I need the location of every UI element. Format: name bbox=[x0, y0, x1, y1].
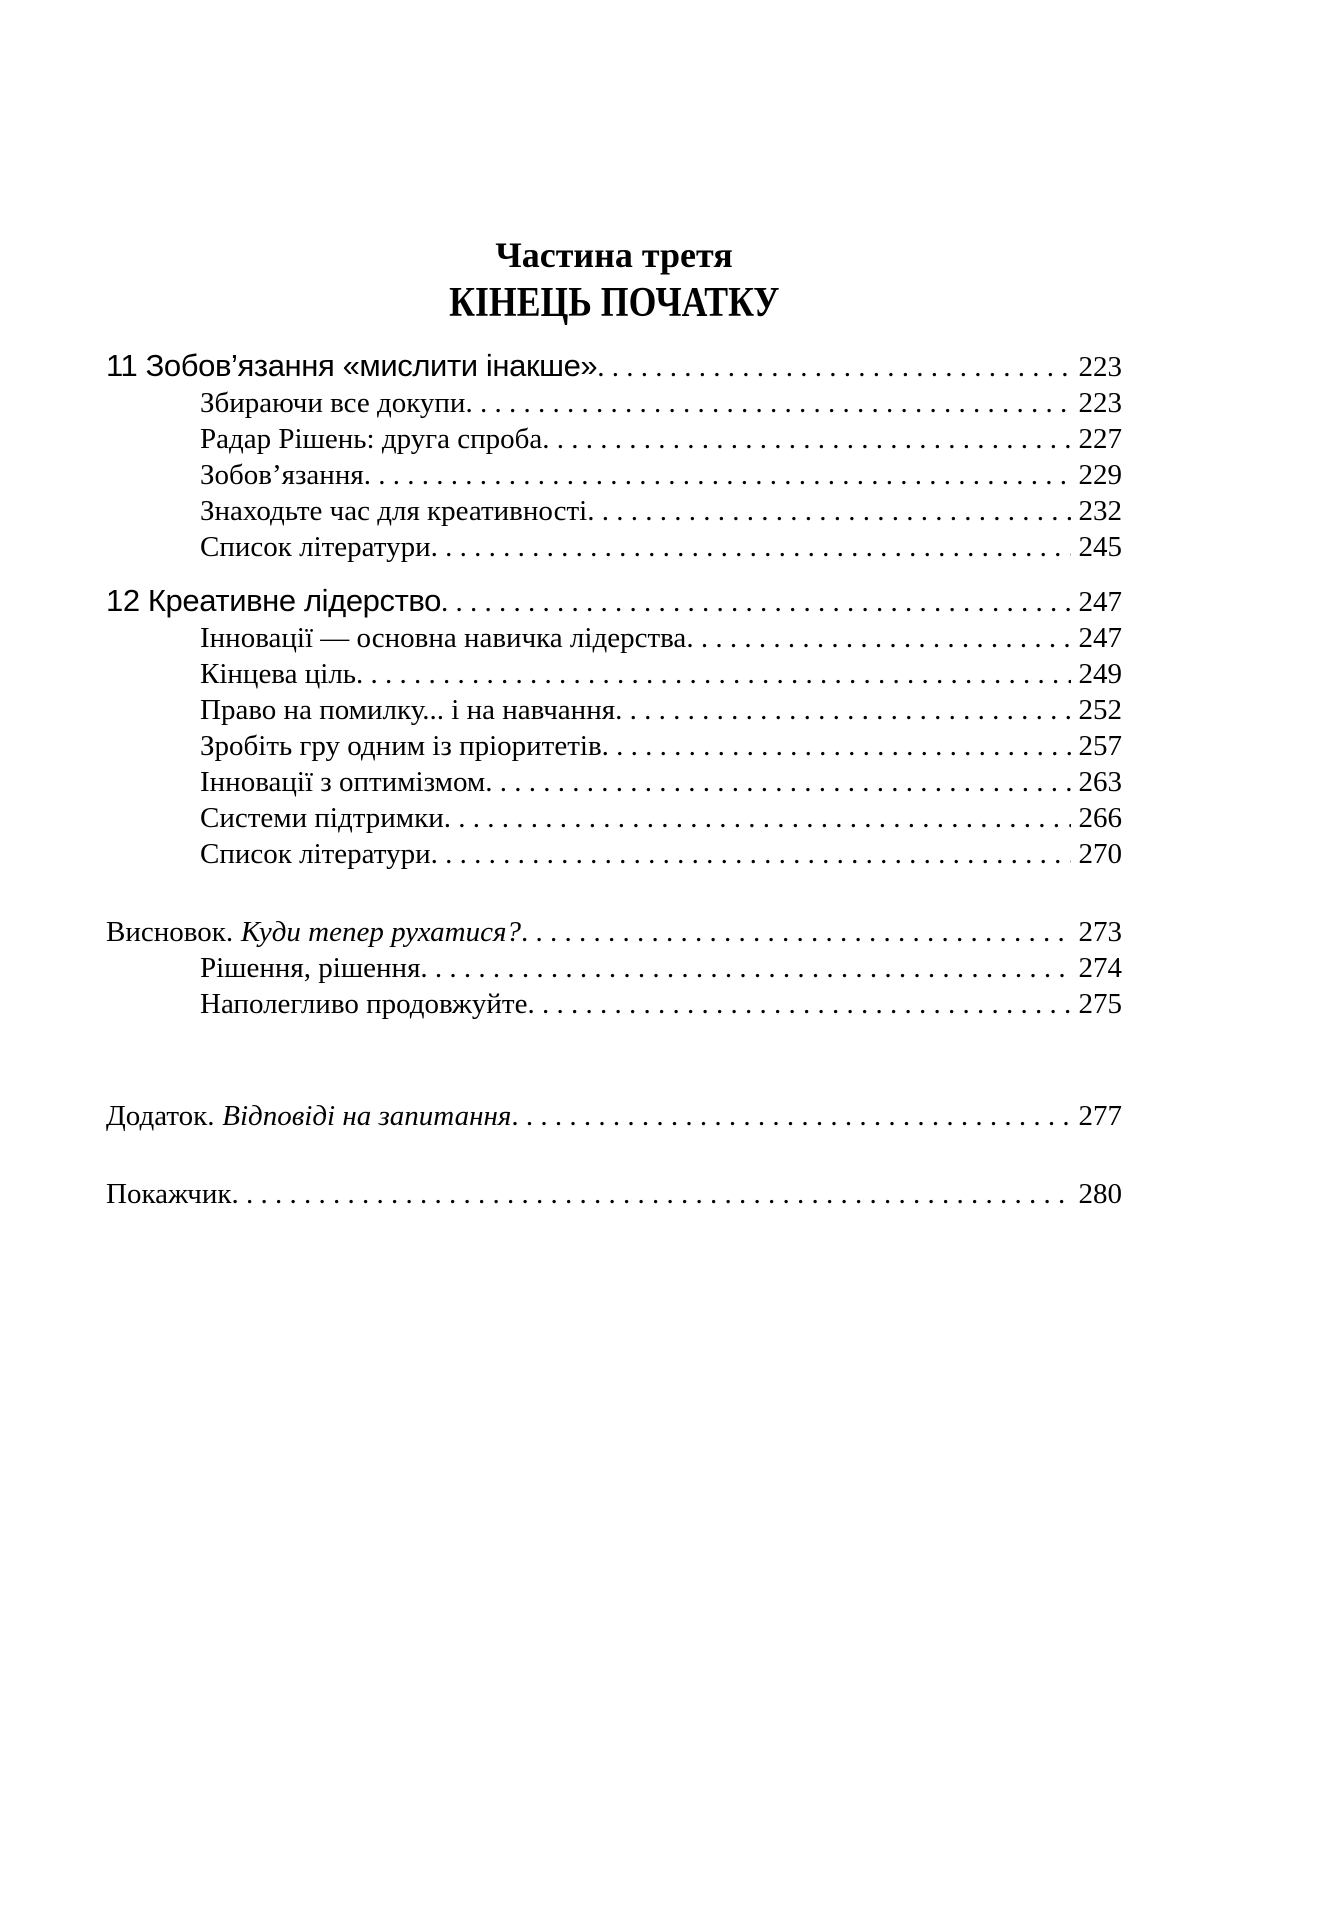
toc-page-number: 245 bbox=[1078, 531, 1122, 563]
toc-leader-dots bbox=[686, 620, 1070, 656]
toc-leader-dots bbox=[511, 1098, 1070, 1134]
toc bbox=[106, 348, 1122, 1212]
toc-leader-dots bbox=[431, 529, 1071, 565]
toc-section bbox=[106, 1098, 1122, 1134]
toc-page-number: 252 bbox=[1078, 694, 1122, 726]
toc-page-number: 277 bbox=[1078, 1100, 1122, 1132]
toc-leader-dots bbox=[431, 836, 1071, 872]
toc-entry bbox=[106, 692, 1122, 728]
toc-leader-dots bbox=[231, 1176, 1070, 1212]
toc-page-number: 273 bbox=[1078, 916, 1122, 948]
toc-page-number: 266 bbox=[1078, 802, 1122, 834]
toc-entry-label-italic: Відповіді на запитання bbox=[222, 1100, 512, 1132]
toc-entry bbox=[106, 800, 1122, 836]
toc-page-number: 232 bbox=[1078, 495, 1122, 527]
toc-entry bbox=[106, 950, 1122, 986]
toc-leader-dots bbox=[465, 385, 1070, 421]
toc-entry bbox=[106, 385, 1122, 421]
toc-entry-label: Інновації з оптимізмом bbox=[200, 766, 486, 798]
toc-leader-dots bbox=[602, 728, 1071, 764]
toc-entry bbox=[106, 656, 1122, 692]
toc-entry bbox=[106, 728, 1122, 764]
part-title-text: КІНЕЦЬ ПОЧАТКУ bbox=[448, 280, 780, 326]
toc-page-number: 275 bbox=[1078, 988, 1122, 1020]
toc-page-number: 280 bbox=[1078, 1178, 1122, 1210]
part-title bbox=[106, 278, 1122, 328]
toc-entry-label: Зобов’язання bbox=[200, 459, 364, 491]
toc-entry-label: Інновації — основна навичка лідерства bbox=[200, 622, 687, 654]
toc-entry-label: Кінцева ціль bbox=[200, 658, 357, 690]
toc-entry-label-italic: Куди тепер рухатися? bbox=[240, 916, 521, 948]
toc-entry-label: Право на помилку... і на навчання bbox=[200, 694, 616, 726]
toc-entry-label: Наполегливо продовжуйте bbox=[200, 988, 528, 1020]
toc-section bbox=[106, 348, 1122, 565]
toc-page-number: 227 bbox=[1078, 423, 1122, 455]
toc-section bbox=[106, 1176, 1122, 1212]
toc-leader-dots bbox=[420, 950, 1070, 986]
toc-leader-dots bbox=[587, 493, 1070, 529]
toc-entry-label: Додаток. bbox=[106, 1100, 215, 1132]
toc-entry bbox=[106, 1098, 1122, 1134]
toc-entry bbox=[106, 348, 1122, 385]
toc-entry bbox=[106, 421, 1122, 457]
toc-section bbox=[106, 914, 1122, 1022]
toc-entry-label: Зробіть гру одним із пріоритетів bbox=[200, 730, 602, 762]
toc-leader-dots bbox=[441, 583, 1071, 620]
toc-section bbox=[106, 583, 1122, 872]
toc-entry-label: Список літератури bbox=[200, 838, 431, 870]
toc-entry-label: Висновок. bbox=[106, 916, 234, 948]
toc-entry bbox=[106, 457, 1122, 493]
toc-entry bbox=[106, 493, 1122, 529]
part-label: Частина третя bbox=[495, 235, 733, 275]
toc-page-number: 247 bbox=[1078, 586, 1122, 618]
toc-page-number: 247 bbox=[1078, 622, 1122, 654]
toc-leader-dots bbox=[364, 457, 1071, 493]
toc-leader-dots bbox=[597, 348, 1070, 385]
toc-entry bbox=[106, 836, 1122, 872]
toc-page-number: 249 bbox=[1078, 658, 1122, 690]
toc-entry bbox=[106, 764, 1122, 800]
toc-entry-label: Збираючи все докупи bbox=[200, 387, 466, 419]
toc-leader-dots bbox=[527, 986, 1070, 1022]
toc-page-number: 229 bbox=[1078, 459, 1122, 491]
toc-entry bbox=[106, 986, 1122, 1022]
toc-page-number: 223 bbox=[1078, 351, 1122, 383]
toc-entry-label: Системи підтримки bbox=[200, 802, 444, 834]
toc-page-number: 223 bbox=[1078, 387, 1122, 419]
part-heading bbox=[106, 0, 1122, 328]
toc-leader-dots bbox=[356, 656, 1070, 692]
toc-page-number: 274 bbox=[1078, 952, 1122, 984]
toc-leader-dots bbox=[444, 800, 1071, 836]
toc-page-number: 263 bbox=[1078, 766, 1122, 798]
toc-entry-label: Покажчик bbox=[106, 1178, 232, 1210]
toc-leader-dots bbox=[615, 692, 1070, 728]
toc-entry bbox=[106, 529, 1122, 565]
toc-entry-label: Радар Рішень: друга спроба bbox=[200, 423, 543, 455]
toc-entry bbox=[106, 914, 1122, 950]
toc-entry bbox=[106, 620, 1122, 656]
toc-entry-label: 12 Креативне лідерство bbox=[106, 583, 441, 618]
toc-entry bbox=[106, 1176, 1122, 1212]
toc-leader-dots bbox=[485, 764, 1070, 800]
toc-leader-dots bbox=[521, 914, 1071, 950]
toc-page-number: 270 bbox=[1078, 838, 1122, 870]
toc-entry-label: 11 Зобов’язання «мислити інакше» bbox=[106, 348, 598, 383]
toc-entry-label: Знаходьте час для креативності bbox=[200, 495, 588, 527]
toc-page-number: 257 bbox=[1078, 730, 1122, 762]
toc-entry-label: Рішення, рішення bbox=[200, 952, 421, 984]
toc-entry bbox=[106, 583, 1122, 620]
toc-leader-dots bbox=[542, 421, 1070, 457]
toc-entry-label: Список літератури bbox=[200, 531, 431, 563]
